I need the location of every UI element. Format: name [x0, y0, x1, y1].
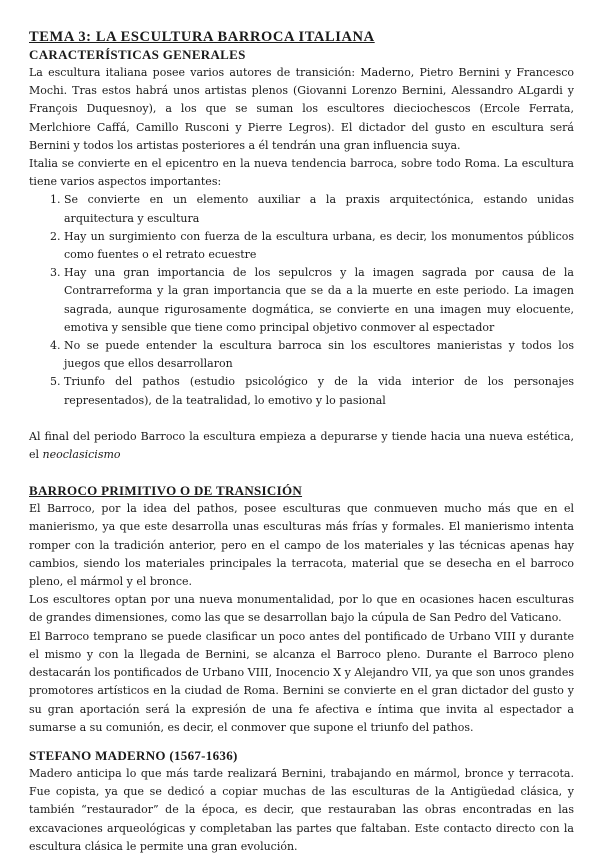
emphasis-neoclasicismo: neoclasicismo	[42, 448, 121, 462]
paragraph-text: Al final del periodo Barroco la escultura empieza a depurarse y tiende hacia una nueva estética, el	[29, 429, 574, 462]
section-heading-caracteristicas: CARACTERÍSTICAS GENERALES	[29, 47, 246, 62]
list-item: 1. Se convierte en un elemento auxiliar a la praxis arquitectónica, estando unidas arquitectura y escultura	[64, 191, 574, 227]
paragraph-neoclasicismo	[29, 428, 574, 464]
paragraph: El Barroco temprano se puede clasificar un poco antes del pontificado de Urbano VIII y durante el mismo y con la llegada de Bernini, se alcanza el Barroco pleno. Durante el Barroco pleno destacarán los pontificados de Urbano VIII, Inocencio X y Alejandro VII, ya que son unos grandes promotores artísticos en la ciudad de Roma. Bernini se convierte en el gran dictador del gusto y su gran aportación será la expresión de una fe afectiva e íntima que invita al espectador a sumarse a su comunión, es decir, el conmover que supone el triunfo del pathos.	[29, 629, 574, 734]
section-heading-stefano-maderno: STEFANO MADERNO (1567-1636)	[29, 747, 238, 763]
list-item: 5. Triunfo del pathos (estudio psicológico y de la vida interior de los personajes representados), de la teatralidad, lo emotivo y lo pasional	[64, 373, 574, 409]
paragraph: Los escultores optan por una nueva monumentalidad, por lo que en ocasiones hacen esculturas de grandes dimensiones, como las que se desarrollan bajo la cúpula de San Pedro del Vaticano.	[29, 593, 574, 625]
paragraph: Italia se convierte en el epicentro en la nueva tendencia barroca, sobre todo Roma. La escultura tiene varios aspectos importantes:	[29, 157, 574, 189]
list-item: 4. No se puede entender la escultura barroca sin los escultores manieristas y todos los juegos que ellos desarrollaron	[64, 337, 574, 373]
list-item: 3. Hay una gran importancia de los sepulcros y la imagen sagrada por causa de la Contrarreforma y la gran importancia que se da a la muerte en este periodo. La imagen sagrada, aunque rigurosamente dogmática, se convierte en una imagen muy elocuente, emotiva y sensible que tiene como principal objetivo conmover al espectador	[64, 264, 574, 337]
aspects-list	[29, 191, 574, 409]
paragraph: La escultura italiana posee varios autores de transición: Maderno, Pietro Bernini y Francesco Mochi. Tras estos habrá unos artistas plenos (Giovanni Lorenzo Bernini, Alessandro ALgardi y François Duquesnoy), a los que se suman los escultores dieciochescos (Ercole Ferrata, Merlchiore Caffá, Camillo Rusconi y Pierre Legros). El dictador del gusto en escultura será Bernini y todos los artistas posteriores a él tendrán una gran influencia suya.	[29, 66, 574, 152]
section-heading-barroco-primitivo: BARROCO PRIMITIVO O DE TRANSICIÓN	[29, 483, 303, 499]
document-page	[29, 28, 574, 856]
document-title: TEMA 3: LA ESCULTURA BARROCA ITALIANA	[29, 29, 375, 45]
paragraph: Madero anticipa lo que más tarde realizará Bernini, trabajando en mármol, bronce y terracota. Fue copista, ya que se dedicó a copiar muchas de las esculturas de la Antigüedad clásica, y también “restaurador” de la época, es decir, que restauraban las obras encontradas en las excavaciones arqueológicas y completaban las partes que faltaban. Este contacto directo con la escultura clásica le permite una gran evolución.	[29, 766, 574, 853]
paragraph: El Barroco, por la idea del pathos, posee esculturas que conmueven mucho más que en el manierismo, ya que este desarrolla unas esculturas más frías y formales. El manierismo intenta romper con la tradición anterior, pero en el campo de los materiales y las técnicas apenas hay cambios, siendo los materiales principales la terracota, material que se desecha en el barroco pleno, el mármol y el bronce.	[29, 502, 574, 589]
list-item: 2. Hay un surgimiento con fuerza de la escultura urbana, es decir, los monumentos públicos como fuentes o el retrato ecuestre	[64, 228, 574, 264]
